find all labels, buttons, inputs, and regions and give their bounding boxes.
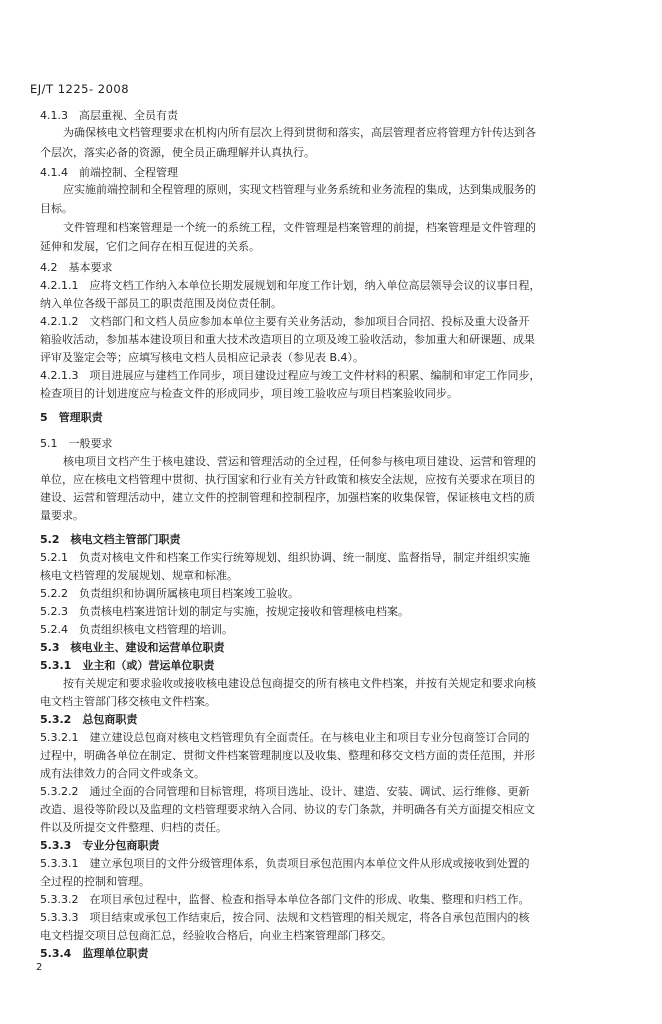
clause-4-2-1-3: 4.2.1.3 项目进展应与建档工作同步，项目建设过程应与竣工文件材料的积累、编制和审定工作同步， bbox=[40, 369, 541, 382]
heading-5-3-4: 5.3.4 监理单位职责 bbox=[40, 947, 149, 960]
paragraph-line: 目标。 bbox=[40, 202, 73, 215]
paragraph-line: 为确保核电文档管理要求在机构内所有层次上得到贯彻和落实，高层管理者应将管理方针传达到各 bbox=[63, 126, 536, 139]
paragraph-line: 评审及鉴定会等；应填写核电文档人员相应记录表（参见表 B.4）。 bbox=[40, 351, 365, 364]
paragraph-line: 量要求。 bbox=[40, 509, 84, 522]
heading-5-3-2: 5.3.2 总包商职责 bbox=[40, 713, 138, 726]
clause-5-3-3-1: 5.3.3.1 建立承包项目的文件分级管理体系，负责项目承包范围内本单位文件从形成或接收到处置的 bbox=[40, 857, 530, 870]
paragraph-line: 建设、运营和管理活动中，建立文件的控制管理和控制程序，加强档案的收集保管，保证核电文档的质 bbox=[40, 491, 535, 504]
paragraph-line: 箱验收活动，参加基本建设项目和重大技术改造项目的立项及竣工验收活动，参加重大和研课题、成果 bbox=[40, 333, 535, 346]
paragraph-line: 核电项目文档产生于核电建设、营运和管理活动的全过程，任何参与核电项目建设、运营和管理的 bbox=[63, 455, 536, 468]
clause-5-3-3-2: 5.3.3.2 在项目承包过程中，监督、检查和指导本单位各部门文件的形成、收集、整理和归档工作。 bbox=[40, 893, 530, 906]
heading-5-3-1: 5.3.1 业主和（或）营运单位职责 bbox=[40, 659, 215, 672]
paragraph-line: 应实施前端控制和全程管理的原则，实现文档管理与业务系统和业务流程的集成，达到集成服务的 bbox=[63, 183, 536, 196]
clause-4-2-1-1: 4.2.1.1 应将文档工作纳入本单位长期发展规划和年度工作计划，纳入单位高层领导会议的议事日程， bbox=[40, 279, 541, 292]
paragraph-line: 核电文档管理的发展规划、规章和标准。 bbox=[40, 569, 238, 582]
paragraph-line: 件以及所提交文件整理、归档的责任。 bbox=[40, 821, 227, 834]
paragraph-line: 电文档主管部门移交核电文件档案。 bbox=[40, 695, 216, 708]
heading-5-3: 5.3 核电业主、建设和运营单位职责 bbox=[40, 641, 225, 654]
clause-5-3-3-3: 5.3.3.3 项目结束或承包工作结束后，按合同、法规和文档管理的相关规定，将各自承包范围内的核 bbox=[40, 911, 530, 924]
paragraph-line: 成有法律效力的合同文件或条文。 bbox=[40, 767, 205, 780]
heading-4-1-3: 4.1.3 高层重视、全员有责 bbox=[40, 109, 178, 122]
paragraph-line: 单位，应在核电文档管理中贯彻、执行国家和行业有关方针政策和核安全法规，应按有关要求在项目的 bbox=[40, 473, 535, 486]
heading-4-2: 4.2 基本要求 bbox=[40, 261, 113, 274]
paragraph-line: 检查项目的计划进度应与检查文件的形成同步，项目竣工验收应与项目档案验收同步。 bbox=[40, 387, 458, 400]
paragraph-line: 按有关规定和要求验收或接收核电建设总包商提交的所有核电文件档案，并按有关规定和要求向核 bbox=[63, 677, 536, 690]
paragraph-line: 电文档提交项目总包商汇总，经验收合格后，向业主档案管理部门移交。 bbox=[40, 929, 392, 942]
heading-5-1: 5.1 一般要求 bbox=[40, 437, 113, 450]
clause-5-3-2-1: 5.3.2.1 建立建设总包商对核电文档管理负有全面责任。在与核电业主和项目专业分包商签订合同的 bbox=[40, 731, 530, 744]
heading-5-3-3: 5.3.3 专业分包商职责 bbox=[40, 839, 160, 852]
heading-4-1-4: 4.1.4 前端控制、全程管理 bbox=[40, 166, 178, 179]
paragraph-line: 文件管理和档案管理是一个统一的系统工程，文件管理是档案管理的前提，档案管理是文件管理的 bbox=[63, 221, 536, 234]
paragraph-line: 过程中，明确各单位在制定、贯彻文件档案管理制度以及收集、整理和移交文档方面的责任范围，并形 bbox=[40, 749, 535, 762]
heading-section-5: 5 管理职责 bbox=[40, 411, 103, 424]
clause-5-2-4: 5.2.4 负责组织核电文档管理的培训。 bbox=[40, 623, 233, 636]
paragraph-line: 延伸和发展，它们之间存在相互促进的关系。 bbox=[40, 240, 260, 253]
paragraph-line: 改造、退役等阶段以及监理的文档管理要求纳入合同、协议的专门条款，并明确各有关方面提交相应文 bbox=[40, 803, 535, 816]
clause-5-2-1: 5.2.1 负责对核电文件和档案工作实行统筹规划、组织协调、统一制度、监督指导，制定并组织实施 bbox=[40, 551, 530, 564]
clause-5-2-2: 5.2.2 负责组织和协调所属核电项目档案竣工验收。 bbox=[40, 587, 299, 600]
paragraph-line: 个层次，落实必备的资源，使全员正确理解并认真执行。 bbox=[40, 146, 315, 159]
heading-5-2: 5.2 核电文档主管部门职责 bbox=[40, 533, 181, 546]
clause-5-3-2-2: 5.3.2.2 通过全面的合同管理和目标管理，将项目选址、设计、建造、安装、调试、运行维修、更新 bbox=[40, 785, 530, 798]
paragraph-line: 全过程的控制和管理。 bbox=[40, 875, 150, 888]
clause-5-2-3: 5.2.3 负责核电档案进馆计划的制定与实施，按规定接收和管理核电档案。 bbox=[40, 605, 409, 618]
standard-number-header: EJ/T 1225- 2008 bbox=[30, 82, 130, 96]
paragraph-line: 纳入单位各级干部员工的职责范围及岗位责任制。 bbox=[40, 297, 282, 310]
page-number: 2 bbox=[36, 962, 43, 973]
clause-4-2-1-2: 4.2.1.2 文档部门和文档人员应参加本单位主要有关业务活动，参加项目合同招、投标及重大设备开 bbox=[40, 315, 530, 328]
